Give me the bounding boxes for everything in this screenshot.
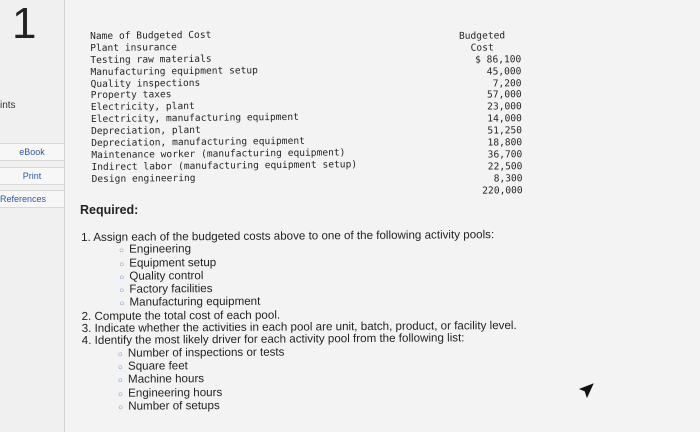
cost-name: Electricity, manufacturing equipment [90, 112, 299, 126]
driver-label: Number of setups [128, 398, 220, 413]
cost-name: Design engineering [91, 172, 196, 185]
required-heading: Required: [80, 203, 139, 217]
cost-name: Testing raw materials [90, 53, 212, 66]
bullet-icon: ○ [118, 389, 124, 399]
cost-amount: 220,000 [482, 184, 523, 197]
cost-name: Manufacturing equipment setup [90, 64, 258, 78]
cost-name: Maintenance worker (manufacturing equipment) [91, 147, 346, 161]
cost-amount: 7,200 [492, 77, 522, 90]
activity-driver-list [82, 343, 682, 414]
cost-name: Quality inspections [90, 77, 201, 90]
cost-header-line2: Cost [470, 42, 494, 54]
pool-label: Factory facilities [129, 282, 213, 296]
pool-label: Engineering [129, 242, 192, 256]
cost-name: Electricity, plant [90, 101, 195, 114]
required-item-3: 3. Indicate whether the activities in each pool are unit, batch, product, or facility level. [81, 319, 517, 336]
ebook-link[interactable]: eBook [0, 143, 64, 161]
pool-label: Quality control [129, 269, 204, 283]
cost-amount: 8,300 [493, 172, 523, 185]
bullet-icon: ○ [118, 375, 123, 386]
cost-amount: 23,000 [487, 101, 522, 113]
print-link[interactable]: Print [0, 167, 64, 185]
points-label: ints [0, 100, 16, 111]
cost-amount: $ 86,100 [475, 53, 522, 66]
driver-label: Machine hours [127, 372, 205, 386]
activity-pool-list [81, 240, 681, 311]
bullet-icon: ○ [117, 349, 123, 359]
pool-label: Equipment setup [129, 255, 217, 270]
bullet-icon: ○ [119, 245, 125, 256]
bullet-icon: ○ [117, 362, 123, 372]
mouse-cursor-icon [578, 383, 594, 399]
required-item-4: 4. Identify the most likely driver for each activity pool from the following list: [81, 331, 465, 348]
cost-amount: 36,700 [487, 149, 523, 161]
driver-label: Square feet [127, 359, 188, 373]
cost-amount: 22,500 [487, 160, 523, 173]
cost-name: Property taxes [90, 89, 172, 102]
budget-cost-amounts [443, 30, 523, 197]
cost-name: Depreciation, plant [90, 124, 201, 138]
cost-name: Plant insurance [90, 41, 177, 54]
required-item-2: 2. Compute the total cost of each pool. [81, 308, 281, 323]
question-number: 1 [12, 0, 37, 48]
cost-amount: 45,000 [486, 65, 522, 78]
references-link[interactable]: References [0, 190, 64, 208]
bullet-icon: ○ [119, 272, 125, 282]
required-item-1: 1. Assign each of the budgeted costs above to one of the following activity pools: [80, 228, 495, 244]
driver-label: Number of inspections or tests [127, 345, 285, 360]
bullet-icon: ○ [118, 402, 124, 412]
bullet-icon: ○ [119, 259, 125, 269]
cost-name-header: Name of Budgeted Cost [90, 29, 212, 42]
cost-amount: 14,000 [487, 113, 522, 125]
driver-label: Engineering hours [128, 385, 223, 400]
bullet-icon: ○ [119, 299, 125, 309]
cost-amount: 57,000 [486, 89, 522, 101]
cost-amount: 51,250 [487, 125, 523, 137]
cost-name: Indirect labor (manufacturing equipment setup) [91, 159, 358, 173]
bullet-icon: ○ [119, 285, 125, 295]
list-item [118, 397, 682, 414]
cost-amount: 18,800 [487, 137, 523, 149]
question-sidebar [0, 0, 65, 432]
pool-label: Manufacturing equipment [129, 295, 261, 310]
cost-header-line1: Budgeted [458, 30, 506, 42]
cost-name: Depreciation, manufacturing equipment [91, 135, 305, 150]
